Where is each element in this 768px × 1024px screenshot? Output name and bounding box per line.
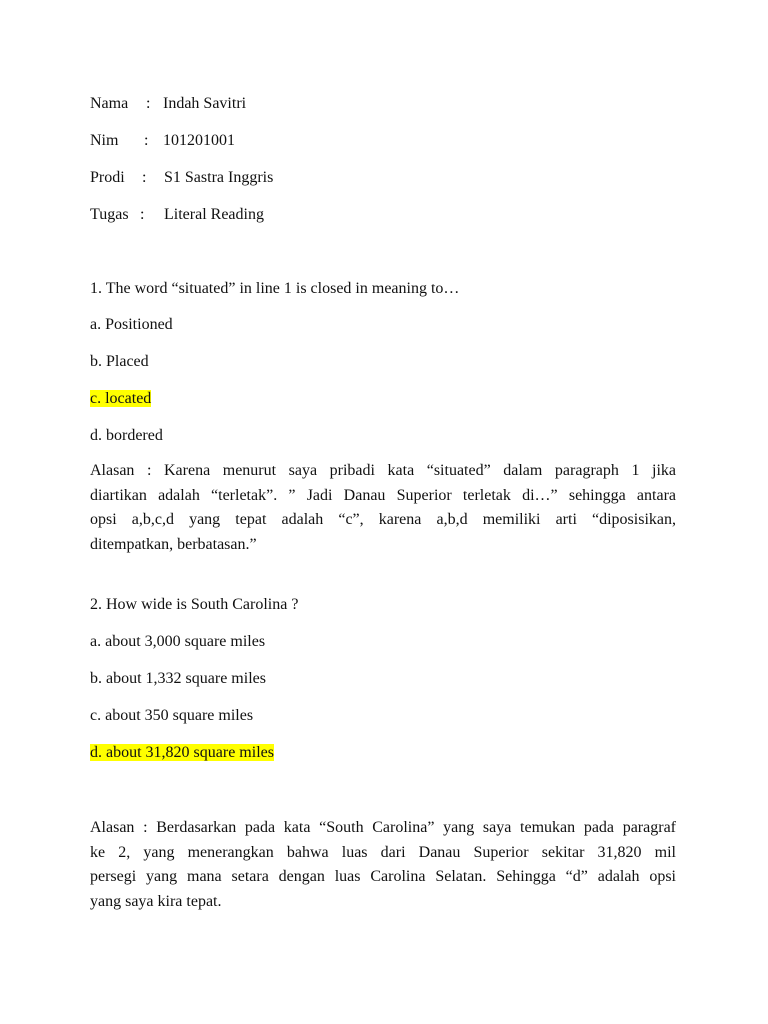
highlighted-answer: c. located — [90, 390, 152, 407]
option-text: c. about 350 square miles — [90, 707, 254, 724]
option-text: d. bordered — [90, 427, 163, 444]
field-value: 101201001 — [163, 132, 235, 149]
option-text: b. Placed — [90, 353, 149, 370]
reason-line: Alasan : Berdasarkan pada kata “South Carolina” yang saya temukan pada paragraf — [90, 819, 676, 836]
option-2a — [90, 632, 265, 652]
question-2: 2. How wide is South Carolina ? — [90, 596, 299, 613]
option-1c-selected — [90, 389, 151, 409]
field-label: Nama — [90, 95, 129, 112]
option-2c — [90, 706, 253, 726]
option-text: a. about 3,000 square miles — [90, 633, 266, 650]
reason-line: ke 2, yang menerangkan bahwa luas dari Danau Superior sekitar 31,820 mil — [90, 843, 676, 861]
field-colon: : — [140, 206, 145, 223]
option-text: a. Positioned — [90, 316, 173, 333]
reason-line: yang saya kira tepat. — [90, 892, 222, 910]
reason-line: persegi yang mana setara dengan luas Carolina Selatan. Sehingga “d” adalah opsi — [90, 868, 676, 885]
reason-1 — [90, 459, 676, 557]
field-value: Indah Savitri — [163, 95, 247, 112]
field-colon: : — [146, 95, 151, 112]
option-2d-selected — [90, 743, 274, 763]
field-colon: : — [144, 132, 149, 149]
field-value: S1 Sastra Inggris — [164, 169, 274, 186]
option-1d — [90, 426, 163, 446]
field-label: Prodi — [90, 169, 125, 186]
field-colon: : — [142, 169, 147, 186]
field-value: Literal Reading — [164, 206, 264, 223]
reason-line: diartikan adalah “terletak”. ” Jadi Danau Superior terletak di…” sehingga antara — [90, 486, 676, 504]
field-label: Tugas — [90, 206, 129, 223]
option-text: b. about 1,332 square miles — [90, 670, 266, 687]
option-1b — [90, 352, 149, 372]
reason-2 — [90, 816, 676, 914]
reason-line: opsi a,b,c,d yang tepat adalah “c”, karena a,b,d memiliki arti “diposisikan, — [90, 511, 676, 528]
reason-line: ditempatkan, berbatasan.” — [90, 535, 257, 553]
field-label: Nim — [90, 132, 119, 149]
question-1: 1. The word “situated” in line 1 is closed in meaning to… — [90, 280, 460, 297]
option-2b — [90, 669, 266, 689]
reason-line: Alasan : Karena menurut saya pribadi kata “situated” dalam paragraph 1 jika — [90, 462, 676, 479]
option-1a — [90, 315, 173, 335]
highlighted-answer: d. about 31,820 square miles — [90, 744, 274, 761]
